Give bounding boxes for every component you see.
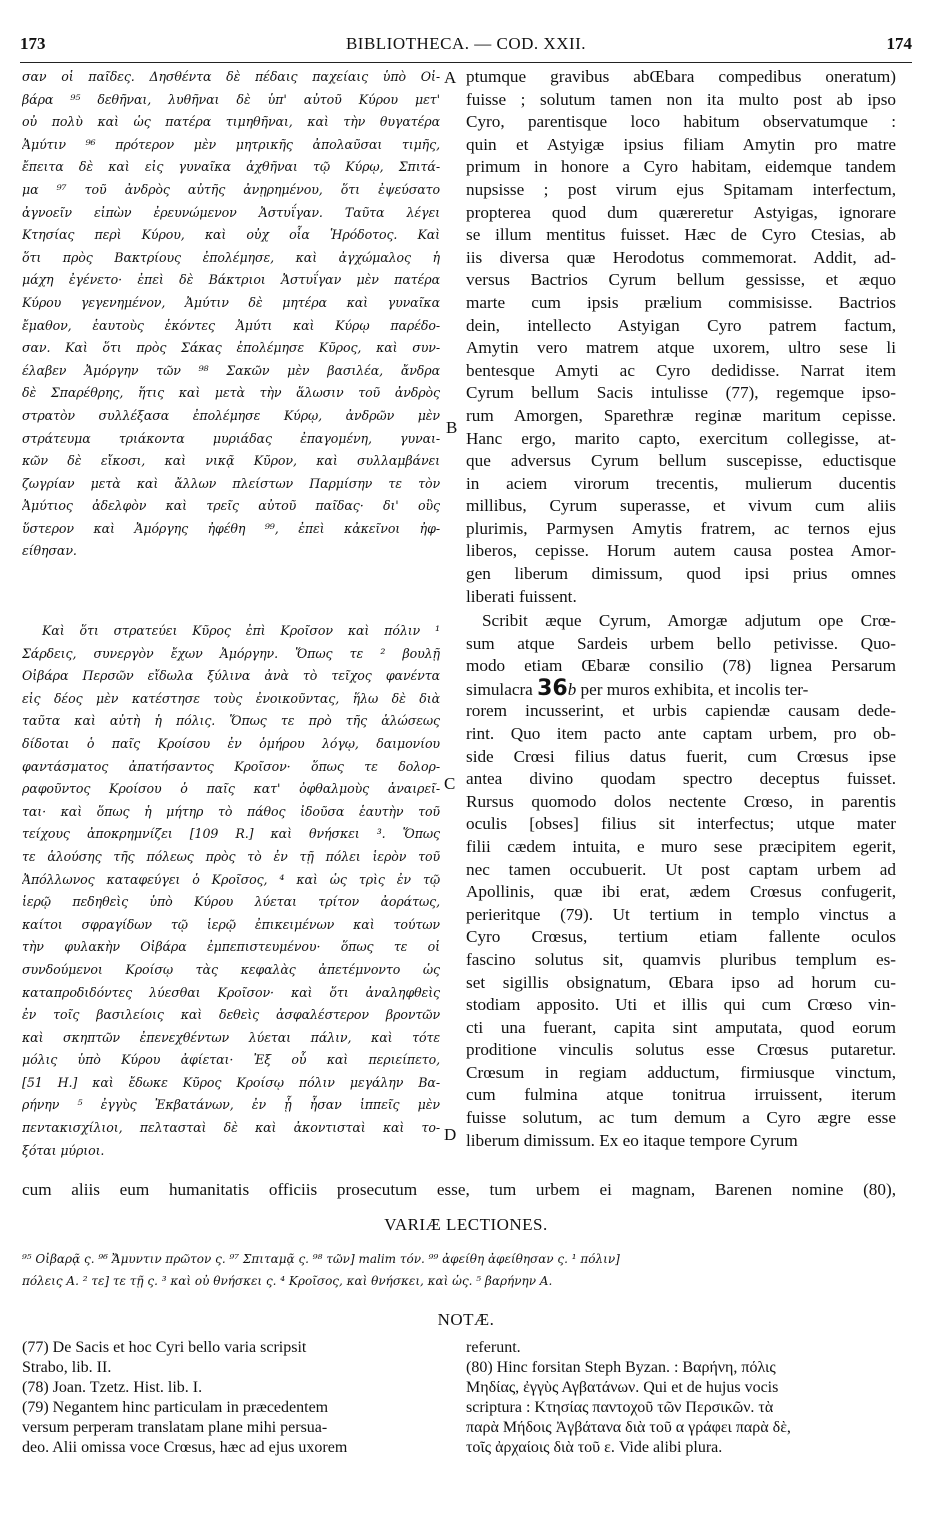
note-line: (79) Negantem hinc particulam in præcedentem: [22, 1399, 329, 1416]
running-title: BIBLIOTHECA. — COD. XXII.: [345, 34, 587, 53]
note-line: (77) De Sacis et hoc Cyri bello varia scripsit: [22, 1339, 307, 1356]
greek-line: σαν. Καὶ ὅτι πρὸς Σάκας ἐπολέμησε Κῦρος, καὶ συν-: [22, 340, 440, 356]
greek-line: μόλις ὑπὸ Κύρου ἀφίεται· Ἐξ οὗ καὶ περιείπετο,: [22, 1052, 440, 1068]
variae-lectiones: [22, 1248, 896, 1292]
greek-line: είθησαν.: [22, 543, 77, 559]
latin-fragment: per muros exhibita, et incolis ter-: [580, 679, 809, 699]
greek-line: τὴν φυλακὴν Οἰβάρα ἐμπεπιστευμένου· ὅπως τε οἱ: [22, 939, 440, 955]
greek-line: βάρα ⁹⁵ δεθῆναι, λυθῆναι δὲ ὑπ' αὐτοῦ Κύρου μετ': [22, 91, 440, 107]
latin-line: Scribit æque Cyrum, Amorgæ adjutum ope Crœ-: [482, 611, 896, 630]
latin-line: antea divino quodam spectro deceptus fuisset.: [466, 769, 896, 789]
latin-line: bentesque Amyti ac Cyro dedidisse. Narrat item: [466, 360, 896, 380]
latin-line: iis diversa quæ Herodotus commemorat. Addit, ad-: [466, 247, 896, 267]
variant-line: πόλεις A. ² τε] τε τῇ ς. ³ καὶ οὐ θνήσκει ς. ⁴ Κροῖσος, καὶ θνήσκει, καὶ ὡς. ⁵ βαρήνην A.: [22, 1274, 553, 1288]
latin-line: filii cædem intuita, e muro sese præcipitem egerit,: [466, 836, 896, 856]
note-line: (80) Hinc forsitan Steph Byzan. : Βαρήνη, πόλις: [466, 1359, 776, 1376]
greek-line: ἀγνοεῖν εἰπὼν ἐρευνώμενον Ἀστυΐγαν. Ταῦτα λέγει: [22, 204, 440, 220]
greek-line: ρήνην ⁵ ἐγγὺς Ἐκβατάνων, ἐν ᾗ ἦσαν ἱππεῖς μὲν: [22, 1097, 440, 1113]
greek-line: σαν οἱ παῖδες. Δησθέντα δὲ πέδαις παχείαις ὑπὸ Οἰ-: [22, 69, 440, 84]
left-page-number: 173: [20, 34, 46, 53]
latin-line: nupsisse ; post virum ejus Spitamam interfectum,: [466, 179, 896, 199]
latin-line: primum in honore a Cyro habitam, eidemque tandem: [466, 157, 896, 177]
latin-line: ptumque gravibus abŒbara compedibus oneratum): [466, 67, 896, 86]
latin-line: gen liberum dimissum, quod ipsi prius omnes: [466, 564, 896, 584]
column-letter: b: [567, 679, 577, 699]
greek-line: ἐν τοῖς βασιλείοις καὶ δεθεὶς ἀσφαλέστερον βροντῶν: [22, 1007, 440, 1023]
margin-letter-a: A: [444, 68, 457, 87]
greek-line: [51 H.] καὶ ἔδωκε Κῦρος Κροίσῳ πόλιν μεγάλην Βα-: [22, 1074, 440, 1090]
note-line: versum perperam translatam plane mihi persua-: [22, 1419, 328, 1436]
greek-line: τείχους ἀποκρημνίζει [109 R.] καὶ θνήσκει ³. Ὅπως: [22, 826, 440, 842]
latin-line: liberos, cepisse. Horum autem causa postea Amor-: [466, 541, 896, 561]
latin-line: Cyro Crœsus, tertium etiam fallente oculos: [466, 927, 896, 947]
greek-line: ζωγρίαν μετὰ καὶ ἄλλων πλείστων Παρμίσην τε τὸν: [22, 475, 440, 491]
latin-line: nec tamen occubuerit. Ut post captam urbem ad: [466, 859, 896, 879]
greek-line: ραφοῦντος Κροίσου ὁ παῖς κατ' ὀφθαλμοὺς ἀναιρεῖ-: [22, 781, 440, 797]
greek-line: καὶ σκηπτῶν ἐπενεχθέντων λύεται πάλιν, καὶ τότε: [22, 1029, 440, 1045]
latin-line: que adversus Cyrum bellum suscepisse, eductisque: [466, 451, 896, 471]
greek-line: Κύρου γεγενημένον, Ἀμύτιν δὲ μητέρα καὶ γυναῖκα: [22, 294, 440, 310]
greek-line: Οἰβάρα Περσῶν εἴδωλα ξύλινα ἀνὰ τὸ τεῖχος φανέντα: [22, 668, 440, 684]
latin-line: rint. Quo item pacto ante captam urbem, pro ob-: [466, 723, 896, 743]
latin-line: Rursus quomodo dolos nectente Crœso, in parentis: [466, 791, 896, 811]
greek-line: ἱερῷ πεδηθεὶς ὑπὸ Κύρου λύεται τρίτον ἀοράτως,: [22, 894, 440, 910]
note-line: scriptura : Κτησίας παντοχοῦ τῶν Περσικῶν. τὰ: [466, 1399, 774, 1416]
greek-line: ξόται μύριοι.: [22, 1142, 105, 1158]
header-rule: [20, 62, 912, 63]
latin-line: in aciem virorum trecentis, mulierum ducentis: [466, 473, 896, 493]
latin-line-with-column-mark: [466, 678, 896, 701]
latin-line: Cyrum bellum Sacis intulisse (77), regemque ipso-: [466, 383, 896, 403]
note-line: (78) Joan. Tzetz. Hist. lib. I.: [22, 1379, 203, 1396]
latin-line: versus Bactrios Cyrum bellum gessisse, et æquo: [466, 270, 896, 290]
latin-line: se illum mentitus fuisset. Hæc de Cyro Ctesias, ab: [466, 225, 896, 245]
greek-line: μάχη ἐγένετο· ἐπεὶ δὲ Βάκτριοι Ἀστυΐγαν μὲν πατέρα: [22, 272, 440, 288]
latin-line: perieritque (79). Ut tertium in templo vinctus a: [466, 904, 896, 924]
column-number: 36: [537, 677, 568, 701]
latin-line: Cyro, parentisque loco habitum observatumque :: [466, 112, 896, 132]
notae-left-column: [22, 1338, 452, 1458]
greek-line: Σάρδεις, συνεργὸν ἔχων Ἀμόργην. Ὅπως τε ² βουλῇ: [22, 645, 440, 661]
greek-line: ἔμαθον, ἑαυτοὺς ἑκόντες Ἀμύτι καὶ Κύρῳ παρέδο-: [22, 317, 440, 333]
variae-lectiones-title: VARIÆ LECTIONES.: [384, 1215, 548, 1234]
greek-line: φαντάσματος ἀπατήσαντος Κροῖσον· ὅπως τε δολορ-: [22, 758, 440, 774]
greek-column-lower: [22, 620, 440, 1162]
variant-line: ⁹⁵ Οἰβαρᾷ ς. ⁹⁶ Ἄμυντιν πρῶτον ς. ⁹⁷ Σπιταμᾷ ς. ⁹⁸ τῶν] malim τόν. ⁹⁹ ἀφείθη ἀφείθησαν ς. ¹ πόλιν]: [22, 1252, 620, 1266]
latin-line: rorem incusserint, et urbis capiendæ causam dede-: [466, 701, 896, 721]
greek-line: καίτοι σφραγίδων τῷ ἱερῷ ἐπικειμένων καὶ τούτων: [22, 916, 440, 932]
latin-line: Apollinis, quæ ibi erat, ædem Crœsus confugerit,: [466, 882, 896, 902]
greek-line: στράτευμα τριάκοντα μυριάδας ἐπαγομένη, γυναι-: [22, 430, 440, 446]
note-line: τοῖς ἀρχαίοις διὰ τοῦ ε. Vide alibi plura.: [466, 1439, 723, 1456]
latin-line: cum fulmina atque tonitrua irruissent, iterum: [466, 1085, 896, 1105]
greek-line: Ἀπόλλωνος καταφεύγει ὁ Κροῖσος, ⁴ καὶ ὡς τρὶς ἐν τῷ: [22, 871, 440, 887]
margin-letter-c: C: [444, 774, 456, 793]
latin-line: quin et Astyigæ ipsius filiam Amytin pro matre: [466, 134, 896, 154]
greek-line: Ἀμύτιν ⁹⁶ πρότερον μὲν μητρικῆς ἀπολαῦσαι τιμῆς,: [22, 136, 440, 152]
latin-line: millibus, Cyrum superasse, et vivum cum aliis: [466, 496, 896, 516]
greek-line: ται· καὶ ὅπως ἡ μήτηρ τὸ πάθος ἰδοῦσα ἑαυτὴν τοῦ: [22, 803, 440, 819]
running-header: [20, 28, 912, 56]
greek-line: ὅτι πρὸς Βακτρίους ἐπολέμησε, καὶ ἀγχώμαλος ἡ: [22, 249, 440, 265]
greek-line: καταπροδιδόντες λύεσθαι Κροῖσον· καὶ ὅτι ἀναληφθεὶς: [22, 984, 440, 1000]
note-line: Μηδίας, ἐγγὺς Αγβατάνων. Qui et de hujus vocis: [466, 1379, 779, 1396]
column-number-mark: [537, 678, 576, 701]
latin-line: set sigillis obsignatum, Œbara ipso ad horum cu-: [466, 972, 896, 992]
latin-line: side Crœsi filius datus fuerit, cum Crœsus ipse: [466, 746, 896, 766]
greek-column-upper: [22, 66, 440, 563]
greek-line: έλαβεν Ἀμόργην τῶν ⁹⁸ Σακῶν μὲν βασιλέα, ἄνδρα: [22, 362, 440, 378]
greek-line: Κτησίας περὶ Κύρου, καὶ οὐχ οἷα Ἡρόδοτος. Καὶ: [22, 227, 440, 243]
margin-letter-d: D: [444, 1125, 457, 1144]
greek-line: ταῦτα καὶ αὐτὴ ἡ πόλις. Ὅπως τε πρὸ τῆς ἁλώσεως: [22, 713, 440, 729]
latin-line: stodiam apposito. Uti et illis qui cum Crœso vin-: [466, 995, 896, 1015]
greek-line: ἔπειτα δὲ καὶ εἰς γυναῖκα ἀχθῆναι τῷ Κύρῳ, Σπιτά-: [22, 159, 440, 175]
latin-line: dein, intellecto Astyigan Cyro patrem factum,: [466, 315, 896, 335]
greek-line: στρατὸν συλλέξασα ἐπολέμησε Κύρῳ, ἀνδρῶν μὲν: [22, 407, 440, 423]
note-line: referunt.: [466, 1339, 521, 1356]
margin-letter-b: B: [446, 418, 458, 437]
latin-line: rum Amorgen, Sparethræ reginæ maritum cepisse.: [466, 405, 896, 425]
greek-line: Καὶ ὅτι στρατεύει Κῦρος ἐπὶ Κροῖσον καὶ πόλιν ¹: [42, 623, 440, 638]
latin-line: propterea quod dum quæreretur Astyigas, ignorare: [466, 202, 896, 222]
latin-line: liberati fuissent.: [466, 586, 577, 606]
latin-line: proditione vinculis solutus esse Crœsus putaretur.: [466, 1040, 896, 1060]
latin-line: Amytin vero matrem atque uxorem, ultro sese li: [466, 338, 896, 358]
full-width-line: cum aliis eum humanitatis officiis prosecutum esse, tum urbem ei magnam, Barenen nomine (80),: [22, 1180, 896, 1199]
latin-line: modo etiam Œbaræ consilio (78) lignea Persarum: [466, 656, 896, 676]
latin-column-lower: [466, 610, 896, 1152]
note-line: Strabo, lib. II.: [22, 1359, 112, 1376]
latin-line: marte cum ipsis prælium commisisse. Bactrios: [466, 292, 896, 312]
latin-line: fascino solutus sit, quamvis pluribus templum es-: [466, 949, 896, 969]
greek-line: δὲ Σπαρέθρης, ἥτις καὶ μετὰ τὴν ἅλωσιν τοῦ ἀνδρὸς: [22, 385, 440, 401]
greek-line: ὕστερον καὶ Ἀμόργης ἠφέθη ⁹⁹, ἐπεὶ κἀκεῖνοι ἠφ-: [22, 520, 440, 536]
latin-column-upper: [466, 66, 896, 608]
latin-line: Hanc ergo, marito capto, exercitum collegisse, at-: [466, 428, 896, 448]
latin-line: oculis [obses] filius sit interfectus; utque mater: [466, 814, 896, 834]
greek-line: δίδοται ὁ παῖς Κροίσου ἐν ὁμήρου λόγῳ, δαιμονίου: [22, 735, 440, 751]
greek-line: πεντακισχίλιοι, πελτασταὶ δὲ καὶ ἀκοντισταὶ καὶ το-: [22, 1120, 440, 1136]
notae-title: NOTÆ.: [437, 1310, 495, 1329]
note-line: παρὰ Μήδοις Ἀγβάτανα διὰ τοῦ α γράφει παρὰ δὲ,: [466, 1419, 791, 1436]
greek-line: Ἀμύτιος ἀδελφὸν καὶ τρεῖς αὐτοῦ παῖδας· δι' οὓς: [22, 498, 440, 514]
greek-line: μα ⁹⁷ τοῦ ἀνδρὸς αὐτῆς ἀνῃρημένου, ὅτι ἐψεύσατο: [22, 181, 440, 197]
latin-line: fuisse solutum, ac tum demum a Cyro ægre esse: [466, 1108, 896, 1128]
latin-line: cti una fuerant, capita sint amputata, quod eorum: [466, 1017, 896, 1037]
greek-line: οὐ πολὺ καὶ ὡς πατέρα τιμηθῆναι, καὶ τὴν θυγατέρα: [22, 114, 440, 130]
latin-line: plurimis, Parmysen Amytis fratrem, ac ternos ejus: [466, 518, 896, 538]
latin-line: liberum dimissum. Ex eo itaque tempore Cyrum: [466, 1130, 798, 1150]
right-page-number: 174: [886, 34, 912, 53]
greek-line: εἰς δέος μὲν κατέστησε τοὺς ἐνοικοῦντας, ἥλω δὲ διὰ: [22, 690, 440, 706]
latin-fragment: simulacra: [466, 679, 533, 699]
latin-line: sum atque Sardeis urbem bello petivisse. Quo-: [466, 633, 896, 653]
latin-line: fuisse ; solutum tamen non ita multo post ab ipso: [466, 89, 896, 109]
greek-line: συνδούμενοι Κροίσῳ τὰς κεφαλὰς ἀπετέμνοντο ὡς: [22, 961, 440, 977]
greek-line: κῶν δὲ εἴκοσι, καὶ νικᾷ Κῦρον, καὶ συλλαμβάνει: [22, 453, 440, 469]
note-line: deo. Alii omissa voce Crœsus, hæc ad ejus uxorem: [22, 1439, 348, 1456]
greek-line: τε ἁλούσης τῆς πόλεως πρὸς τὸ ἐν τῇ πόλει ἱερὸν τοῦ: [22, 848, 440, 864]
latin-line: Crœsum in regiam adductum, firmiusque vinctum,: [466, 1062, 896, 1082]
notae-right-column: [466, 1338, 896, 1458]
